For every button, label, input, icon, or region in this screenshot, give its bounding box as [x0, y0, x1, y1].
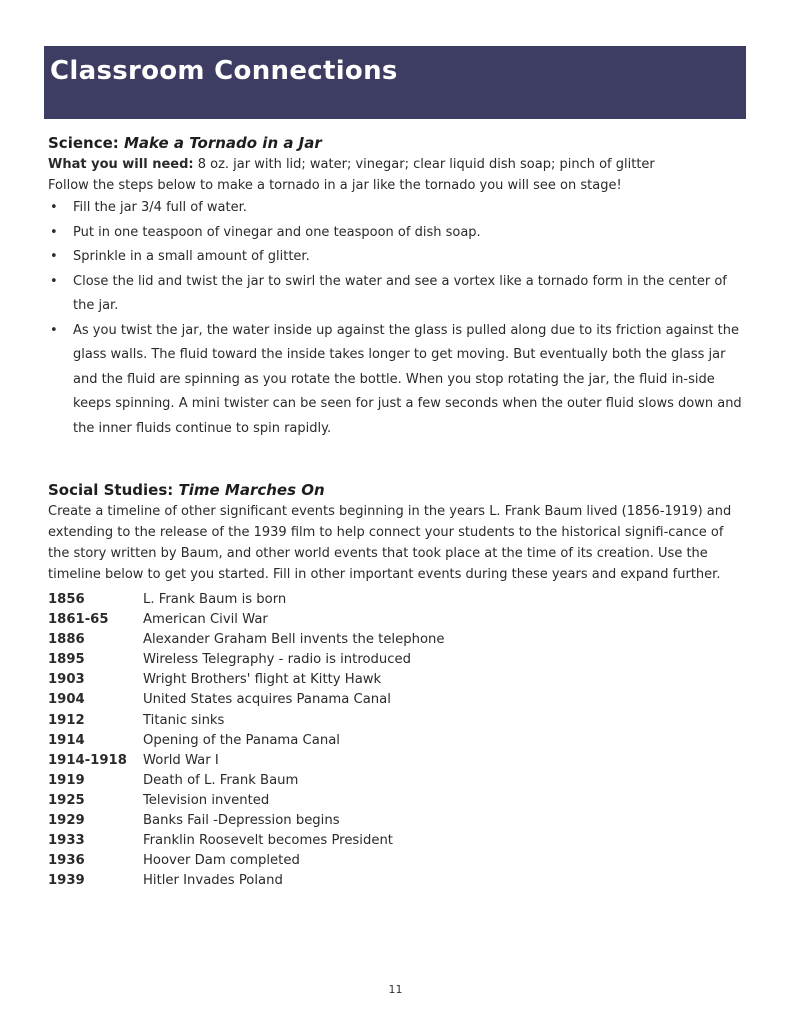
list-item: • Close the lid and twist the jar to swirl the water and see a vortex like a tornado form in the center of the jar.	[48, 270, 748, 319]
science-section	[48, 132, 748, 441]
science-heading	[48, 132, 748, 154]
timeline-year: 1914-1918	[48, 752, 127, 768]
timeline-year: 1914	[48, 732, 85, 748]
timeline-row	[48, 791, 748, 811]
list-item: • Put in one teaspoon of vinegar and one teaspoon of dish soap.	[48, 221, 748, 246]
list-item: • As you twist the jar, the water inside up against the glass is pulled along due to its friction against the glass walls. The fluid toward the inside takes longer to get moving. But eventually both the glass jar and the fluid are spinning as you rotate the bottle. When you stop rotating the jar, the fluid in-side keeps spinning. A mini twister can be seen for just a few seconds when the outer fluid slows down and the inner fluids continue to spin rapidly.	[48, 319, 748, 442]
timeline-event: Alexander Graham Bell invents the telephone	[143, 632, 445, 648]
social-heading	[48, 479, 748, 501]
timeline-year: 1925	[48, 792, 85, 808]
timeline-event: Banks Fail -Depression begins	[143, 813, 340, 829]
timeline-event: Wright Brothers' flight at Kitty Hawk	[143, 672, 382, 688]
timeline-year: 1886	[48, 632, 85, 648]
list-item: • Fill the jar 3/4 full of water.	[48, 196, 748, 221]
timeline-event: Wireless Telegraphy - radio is introduced	[143, 652, 412, 668]
timeline-row	[48, 871, 748, 891]
timeline-row	[48, 630, 748, 650]
social-heading-prefix: Social Studies:	[48, 481, 174, 499]
timeline-row	[48, 690, 748, 710]
header-banner	[44, 46, 746, 119]
timeline-event: L. Frank Baum is born	[143, 592, 287, 607]
timeline-event: American Civil War	[143, 612, 268, 628]
timeline-row	[48, 670, 748, 690]
timeline-row	[48, 831, 748, 851]
timeline-event: World War I	[143, 752, 219, 768]
social-heading-title: Time Marches On	[178, 481, 325, 499]
science-heading-title: Make a Tornado in a Jar	[124, 134, 322, 152]
timeline-row	[48, 751, 748, 771]
timeline-year: 1929	[48, 813, 85, 829]
timeline-row	[48, 731, 748, 751]
timeline-event: Hitler Invades Poland	[143, 873, 283, 889]
timeline-row	[48, 771, 748, 791]
list-item: • Sprinkle in a small amount of glitter.	[48, 245, 748, 270]
main-content	[48, 132, 748, 891]
timeline-event: Television invented	[143, 792, 270, 808]
science-intro: Follow the steps below to make a tornado in a jar like the tornado you will see on stage!	[48, 178, 622, 193]
timeline-row	[48, 650, 748, 670]
timeline-row	[48, 590, 748, 610]
timeline-row	[48, 851, 748, 871]
steps-list	[48, 196, 748, 441]
timeline-year: 1904	[48, 692, 85, 708]
social-intro: Create a timeline of other significant events beginning in the years L. Frank Baum lived (1856-1919) and extending to the release of the 1939 film to help connect your students to the historical signifi-cance of the story written by Baum, and other world events that took place at the time of its creation. Use the timeline below to get you started. Fill in other important events during these years and expand further.	[48, 504, 732, 582]
timeline-row	[48, 711, 748, 731]
timeline-row	[48, 811, 748, 831]
timeline-row	[48, 610, 748, 630]
timeline-event: United States acquires Panama Canal	[143, 692, 391, 708]
timeline-year: 1919	[48, 772, 85, 788]
timeline-event: Death of L. Frank Baum	[143, 772, 299, 788]
timeline-year: 1856	[48, 592, 85, 607]
timeline-event: Franklin Roosevelt becomes President	[143, 833, 393, 849]
page-number: 11	[388, 983, 403, 996]
timeline-year: 1912	[48, 712, 85, 728]
timeline	[48, 590, 748, 891]
timeline-year: 1861-65	[48, 612, 109, 628]
materials-line	[48, 154, 748, 175]
timeline-year: 1903	[48, 672, 85, 688]
timeline-event: Hoover Dam completed	[143, 853, 300, 869]
page-title: Classroom Connections	[50, 56, 398, 86]
science-heading-prefix: Science:	[48, 134, 119, 152]
materials-label: What you will need:	[48, 157, 194, 172]
timeline-year: 1895	[48, 652, 85, 668]
materials-text: 8 oz. jar with lid; water; vinegar; clear liquid dish soap; pinch of glitter	[193, 157, 655, 172]
timeline-year: 1939	[48, 873, 85, 889]
timeline-year: 1933	[48, 833, 85, 849]
timeline-year: 1936	[48, 853, 85, 869]
social-studies-section	[48, 479, 748, 891]
timeline-event: Titanic sinks	[143, 712, 225, 728]
timeline-event: Opening of the Panama Canal	[143, 732, 340, 748]
